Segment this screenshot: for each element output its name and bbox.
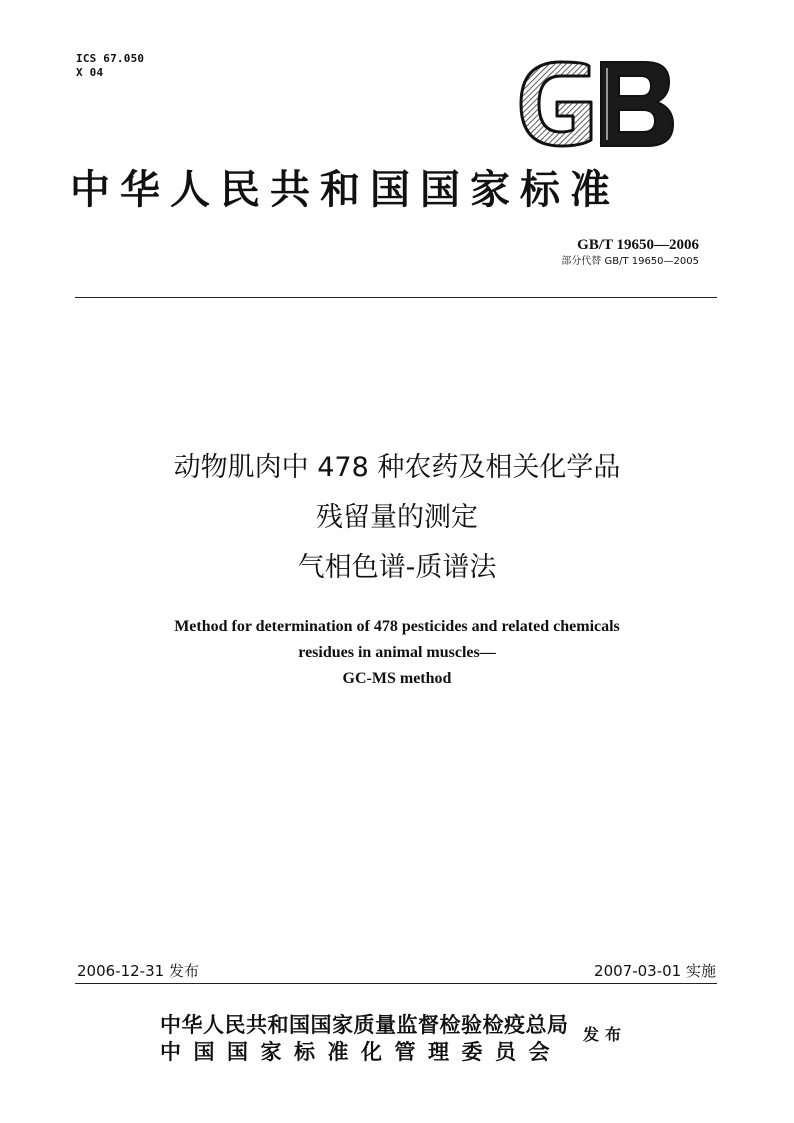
gb-logo <box>515 58 677 150</box>
english-title-line-3: GC-MS method <box>342 670 452 687</box>
english-title <box>0 614 794 692</box>
chinese-title <box>0 443 794 593</box>
issue-date: 2006-12-31 发布 <box>77 962 199 980</box>
standard-number: GB/T 19650—2006 <box>577 237 699 253</box>
replaces-note: 部分代替 GB/T 19650—2005 <box>561 256 699 267</box>
implementation-date: 2007-03-01 实施 <box>594 962 716 980</box>
ics-code: ICS 67.050 <box>76 52 145 65</box>
publish-label: 发布 <box>583 1025 628 1044</box>
classification-codes <box>76 52 144 80</box>
chinese-title-line-1: 动物肌肉中 478 种农药及相关化学品 <box>173 452 621 483</box>
issuer-aqsiq: 中华人民共和国国家质量监督检验检疫总局 <box>160 1012 569 1037</box>
top-divider <box>75 297 717 298</box>
bottom-divider <box>75 983 717 984</box>
category-code: X 04 <box>76 66 104 79</box>
chinese-title-line-2: 残留量的测定 <box>316 502 478 533</box>
issuing-authorities <box>160 1011 569 1065</box>
national-standard-title: 中华人民共和国国家标准 <box>70 167 620 213</box>
issuer-sac: 中国国家标准化管理委员会 <box>160 1039 562 1064</box>
english-title-line-2: residues in animal muscles— <box>298 644 496 661</box>
chinese-title-line-3: 气相色谱-质谱法 <box>297 552 497 583</box>
english-title-line-1: Method for determination of 478 pesticides and related chemicals <box>174 618 620 635</box>
